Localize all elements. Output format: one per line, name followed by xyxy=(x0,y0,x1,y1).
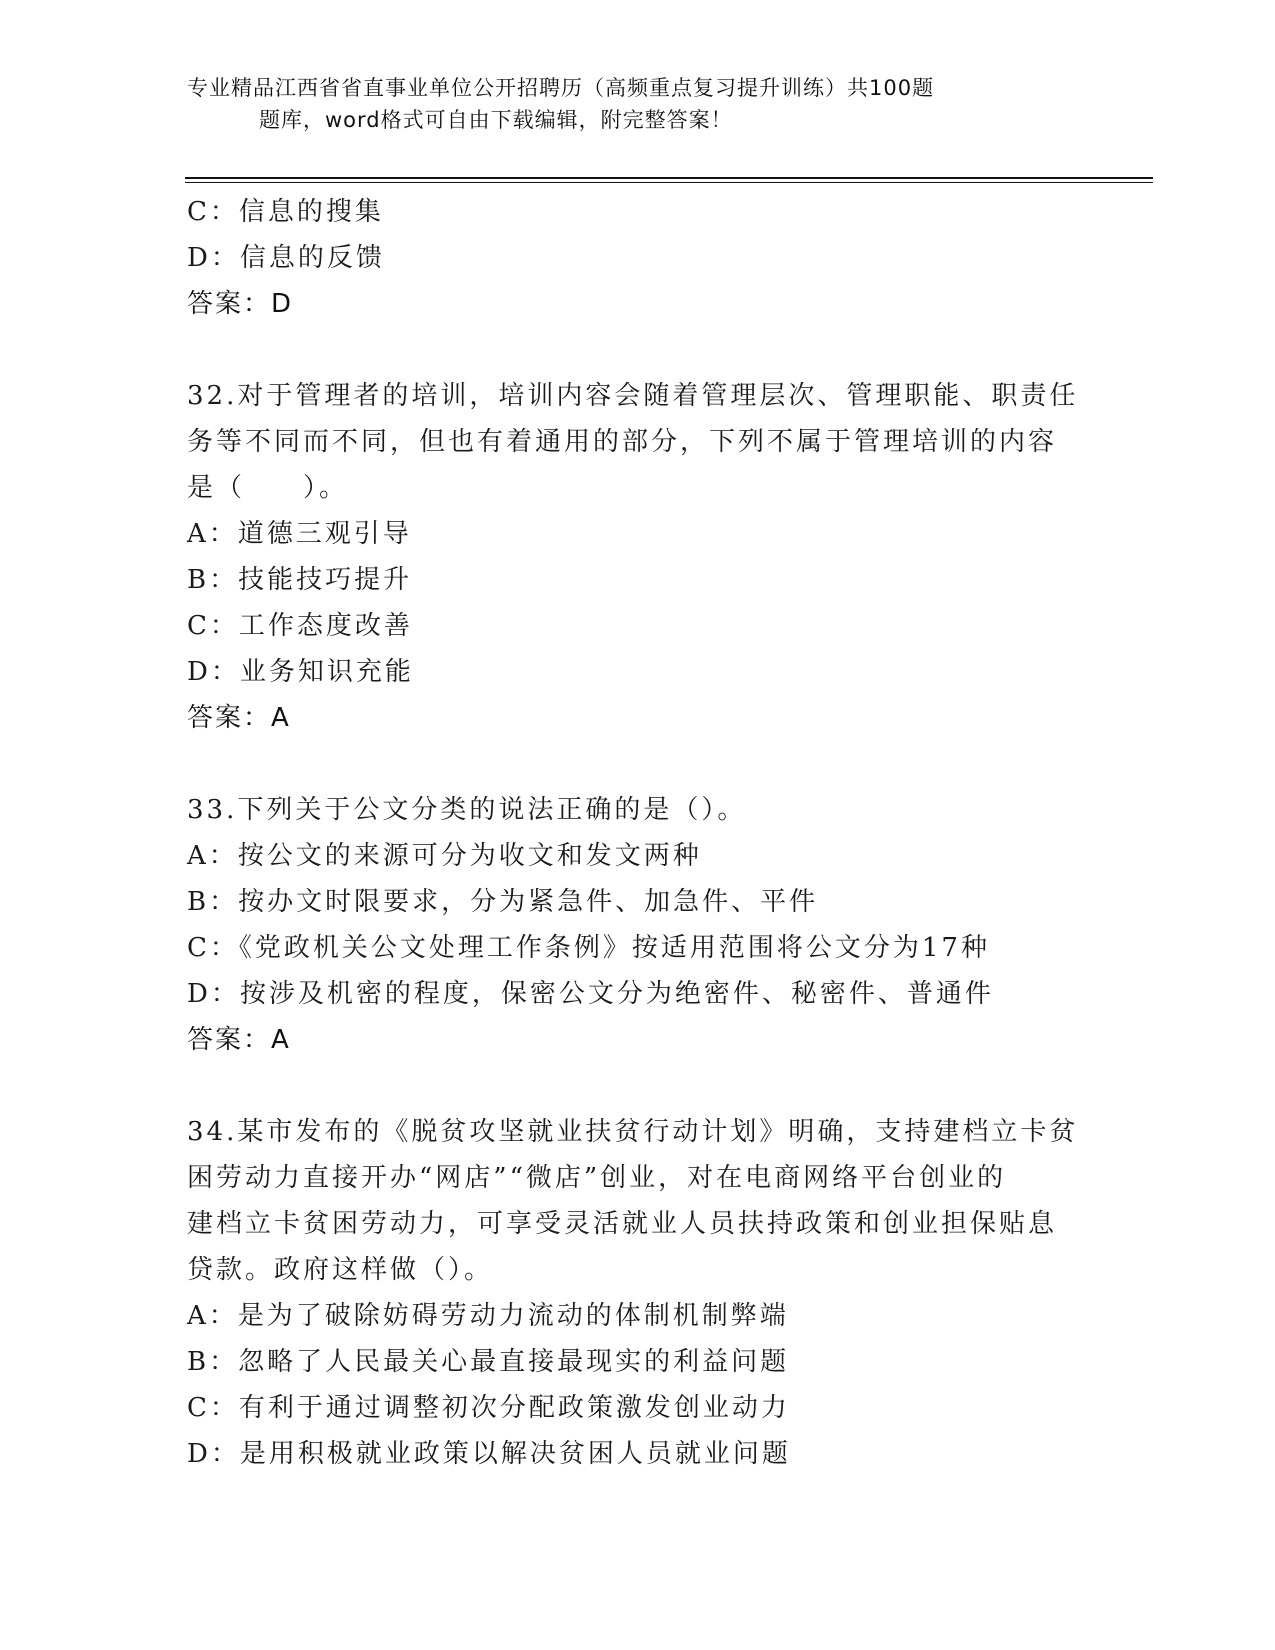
question-content xyxy=(187,189,1087,1477)
header-title-line-2: 题库，word格式可自由下载编辑，附完整答案！ xyxy=(259,108,733,132)
spacer xyxy=(187,741,1087,787)
option-c: C：有利于通过调整初次分配政策激发创业动力 xyxy=(187,1393,790,1423)
option-a: A：按公文的来源可分为收文和发文两种 xyxy=(187,841,702,871)
answer-line: 答案：A xyxy=(187,1025,291,1055)
header-rule-thin xyxy=(185,182,1153,183)
option-d: D：信息的反馈 xyxy=(187,243,385,273)
question-stem-line: 建档立卡贫困劳动力，可享受灵活就业人员扶持政策和创业担保贴息 xyxy=(187,1209,1058,1239)
answer-line: 答案：A xyxy=(187,703,291,733)
question-34 xyxy=(187,1109,1087,1477)
page-header xyxy=(187,72,1067,136)
answer-line: 答案：D xyxy=(187,289,294,319)
header-title-line-1: 专业精品江西省省直事业单位公开招聘历（高频重点复习提升训练）共100题 xyxy=(187,76,935,100)
question-stem-line: 困劳动力直接开办“网店”“微店”创业，对在电商网络平台创业的 xyxy=(187,1163,1007,1193)
header-rule-thick xyxy=(185,177,1153,179)
spacer xyxy=(187,1063,1087,1109)
question-stem-line: 32.对于管理者的培训，培训内容会随着管理层次、管理职能、职责任 xyxy=(187,381,1079,411)
option-c: C：信息的搜集 xyxy=(187,197,384,227)
option-c: C：工作态度改善 xyxy=(187,611,413,641)
option-d: D：业务知识充能 xyxy=(187,657,414,687)
option-b: B：按办文时限要求，分为紧急件、加急件、平件 xyxy=(187,887,819,917)
option-b: B：忽略了人民最关心最直接最现实的利益问题 xyxy=(187,1347,790,1377)
option-d: D：是用积极就业政策以解决贫困人员就业问题 xyxy=(187,1439,791,1469)
question-33 xyxy=(187,787,1087,1063)
question-stem-line: 贷款。政府这样做（）。 xyxy=(187,1255,494,1285)
question-stem-line: 33.下列关于公文分类的说法正确的是（）。 xyxy=(187,795,747,825)
question-stem-line: 务等不同而不同，但也有着通用的部分，下列不属于管理培训的内容 xyxy=(187,427,1058,457)
option-b: B：技能技巧提升 xyxy=(187,565,413,595)
previous-question-block xyxy=(187,189,1087,327)
question-stem-line: 34.某市发布的《脱贫攻坚就业扶贫行动计划》明确，支持建档立卡贫 xyxy=(187,1117,1079,1147)
option-c: C：《党政机关公文处理工作条例》按适用范围将公文分为17种 xyxy=(187,933,990,963)
option-a: A：道德三观引导 xyxy=(187,519,412,549)
question-32 xyxy=(187,373,1087,741)
question-stem-line: 是（ ）。 xyxy=(187,473,349,503)
spacer xyxy=(187,327,1087,373)
option-a: A：是为了破除妨碍劳动力流动的体制机制弊端 xyxy=(187,1301,789,1331)
option-d: D：按涉及机密的程度，保密公文分为绝密件、秘密件、普通件 xyxy=(187,979,994,1009)
